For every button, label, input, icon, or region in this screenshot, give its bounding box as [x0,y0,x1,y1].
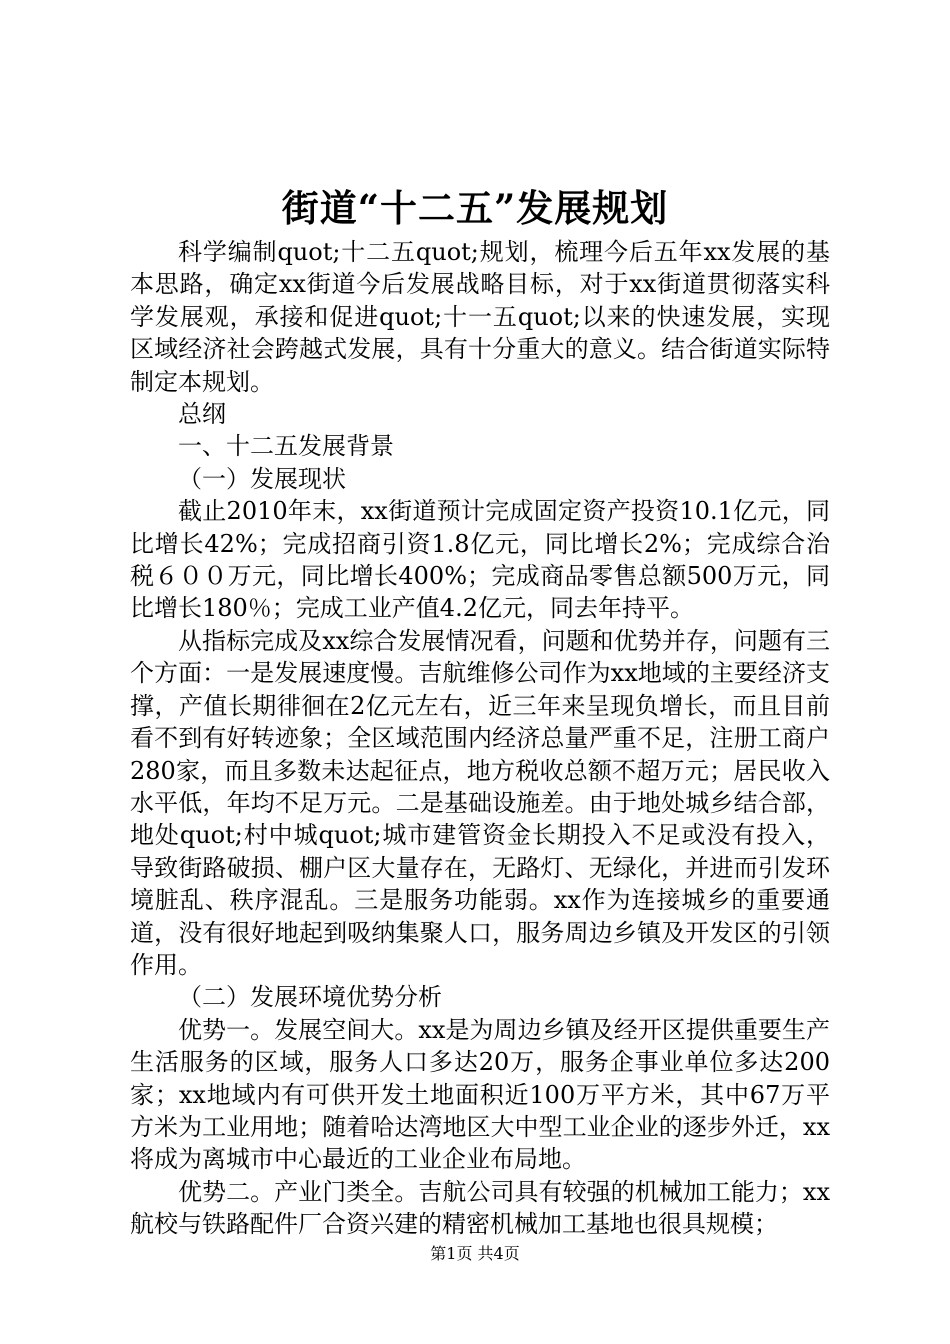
paragraph-status: 截止2010年末，xx街道预计完成固定资产投资10.1亿元，同比增长42%；完成招商引资1.8亿元，同比增长2%；完成综合治税６００万元，同比增长400%；完成商品零售总额500万元，同比增长180％；完成工业产值4.2亿元，同去年持平。 [130,497,830,623]
subsection-heading-status: （一）发展现状 [178,464,346,493]
document-body [130,236,830,1241]
document-title: 街道“十二五”发展规划 [281,186,669,230]
paragraph-problems: 从指标完成及xx综合发展情况看，问题和优势并存，问题有三个方面：一是发展速度慢。吉航维修公司作为xx地域的主要经济支撑，产值长期徘徊在2亿元左右，近三年来呈现负增长，而且目前看不到有好转迹象；全区域范围内经济总量严重不足，注册工商户280家，而且多数未达起征点，地方税收总额不超万元；居民收入水平低，年均不足万元。二是基础设施差。由于地处城乡结合部，地处quot;村中城quot;城市建管资金长期投入不足或没有投入，导致街路破损、棚户区大量存在，无路灯、无绿化，并进而引发环境脏乱、秩序混乱。三是服务功能弱。xx作为连接城乡的重要通道，没有很好地起到吸纳集聚人口，服务周边乡镇及开发区的引领作用。 [130,626,830,979]
subsection-heading-advantages: （二）发展环境优势分析 [178,983,442,1012]
intro-paragraph: 科学编制quot;十二五quot;规划，梳理今后五年xx发展的基本思路，确定xx街道今后发展战略目标，对于xx街道贯彻落实科学发展观，承接和促进quot;十一五quot;以来的快速发展，实现区域经济社会跨越式发展，具有十分重大的意义。结合街道实际特制定本规划。 [130,238,830,396]
page-footer: 第1页 共4页 [430,1244,520,1263]
paragraph-advantage-two: 优势二。产业门类全。吉航公司具有较强的机械加工能力；xx航校与铁路配件厂合资兴建的精密机械加工基地也很具规模； [130,1177,830,1239]
section-heading-background: 一、十二五发展背景 [178,432,394,461]
paragraph-advantage-one: 优势一。发展空间大。xx是为周边乡镇及经开区提供重要生产生活服务的区域，服务人口多达20万，服务企事业单位多达200家；xx地域内有可供开发土地面积近100万平方米，其中67万平方米为工业用地；随着哈达湾地区大中型工业企业的逐步外迁，xx将成为离城市中心最近的工业企业布局地。 [130,1015,830,1174]
section-heading-general: 总纲 [178,400,226,429]
